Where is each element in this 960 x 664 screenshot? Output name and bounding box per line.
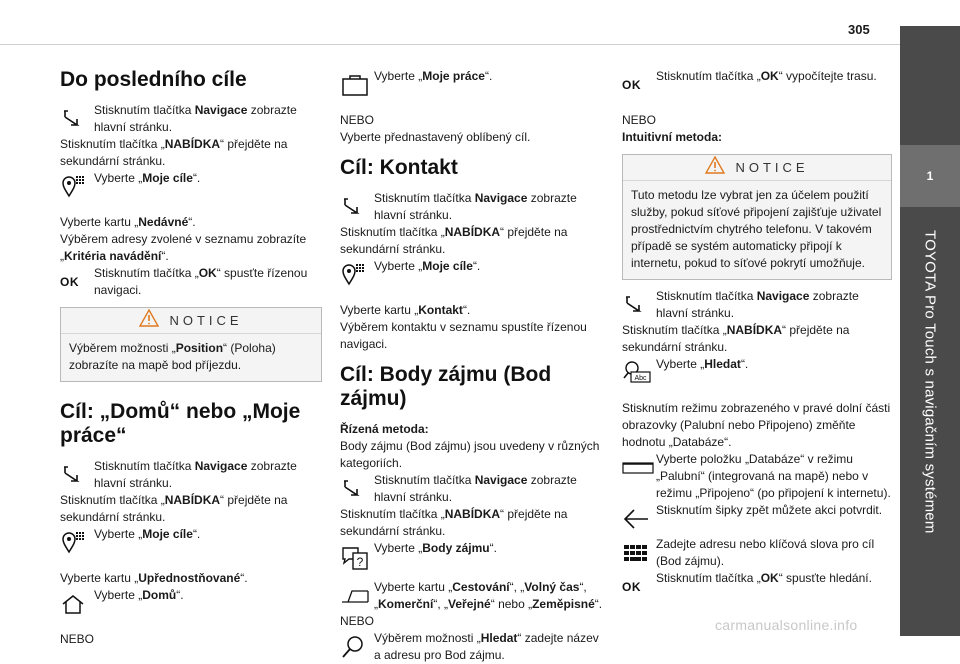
- heading-poi: Cíl: Body zájmu (Bod zájmu): [340, 363, 552, 410]
- chapter-title: TOYOTA Pro Touch s navigačním systémem: [921, 230, 939, 534]
- paragraph: Výběrem kontaktu v seznamu spustíte řízenou navigaci.: [340, 320, 587, 351]
- warning-triangle-icon: [705, 156, 725, 179]
- paragraph: Vyberte kartu „Upřednostňované“.: [60, 571, 248, 585]
- notice-title: NOTICE: [735, 160, 809, 175]
- paragraph: Stisknutím tlačítka „NABÍDKA“ přejděte na sekundární stránku.: [340, 507, 568, 538]
- paragraph: Stisknutím tlačítka „NABÍDKA“ přejděte na sekundární stránku.: [622, 323, 850, 354]
- paragraph-or: NEBO: [622, 113, 657, 127]
- paragraph: Body zájmu (Bod zájmu) jsou uvedeny v různých kategoriích.: [340, 439, 600, 470]
- step-navigation: [60, 102, 322, 136]
- column-right: [622, 68, 892, 604]
- heading-contact: Cíl: Kontakt: [340, 156, 458, 179]
- step-categories: Vyberte kartu „Cestování“, „Volný čas“, „Komerční“, „Veřejné“ nebo „Zeměpisné“.: [340, 579, 605, 613]
- step-ok: OK Stisknutím tlačítka „OK“ vypočítejte trasu.: [622, 68, 892, 102]
- paragraph: Výběrem adresy zvolené v seznamu zobrazíte „Kritéria navádění“.: [60, 232, 307, 263]
- paragraph: Vyberte kartu „Nedávné“.: [60, 215, 196, 229]
- step-text: Stisknutím tlačítka Navigace zobrazte hlavní stránku.: [94, 103, 297, 134]
- step-navigation: Stisknutím tlačítka Navigace zobrazte hlavní stránku.: [340, 472, 605, 506]
- step-navigation: Stisknutím tlačítka Navigace zobrazte hlavní stránku.: [60, 458, 322, 492]
- paragraph-method: Řízená metoda:: [340, 422, 429, 436]
- page-number: 305: [848, 22, 870, 37]
- step-points-of-interest: ? Vyberte „Body zájmu“.: [340, 540, 605, 574]
- step-navigation: Stisknutím tlačítka Navigace zobrazte hlavní stránku.: [340, 190, 605, 224]
- header-divider: [0, 44, 900, 45]
- notice-title: NOTICE: [169, 313, 243, 328]
- paragraph-method: Intuitivní metoda:: [622, 130, 722, 144]
- ok-button-icon: OK: [622, 77, 641, 92]
- paragraph: Stisknutím tlačítka „NABÍDKA“ přejděte na sekundární stránku.: [340, 225, 568, 256]
- notice-box: [622, 154, 892, 280]
- warning-triangle-icon: [139, 309, 159, 332]
- step-my-work: Vyberte „Moje práce“.: [340, 68, 605, 102]
- svg-text:Abc: Abc: [634, 375, 647, 382]
- paragraph: Stisknutím režimu zobrazeného v pravé dolní části obrazovky (Palubní nebo Připojeno) změňte hodnotu „Databáze“.: [622, 401, 891, 449]
- step-keyboard: Zadejte adresu nebo klíčová slova pro cíl (Bod zájmu).: [622, 536, 892, 570]
- heading-home-work: Cíl: „Domů“ nebo „Moje práce“: [60, 400, 301, 447]
- column-middle: [340, 68, 605, 664]
- step-ok: OK Stisknutím tlačítka „OK“ spusťte hledání.: [622, 570, 892, 604]
- watermark: carmanualsonline.info: [715, 617, 858, 633]
- briefcase-icon: [340, 68, 374, 102]
- notice-text: Výběrem možnosti „Position“ (Poloha) zobrazíte na mapě bod příjezdu.: [69, 341, 276, 372]
- tab-shape-icon: [340, 579, 374, 613]
- menu-pin-grid-icon: [60, 170, 94, 204]
- step-back: Stisknutím šipky zpět můžete akci potvrdit.: [622, 502, 892, 536]
- notice-header: [623, 155, 891, 181]
- paragraph: Vyberte kartu „Kontakt“.: [340, 303, 471, 317]
- search-icon: [340, 630, 374, 664]
- back-arrow-icon: [622, 502, 656, 536]
- heading-last-destination: Do posledního cíle: [60, 68, 247, 91]
- step-my-destinations: Vyberte „Moje cíle“.: [60, 526, 322, 560]
- ok-button-icon: OK: [622, 579, 641, 594]
- navigation-arrow-icon: [340, 472, 374, 506]
- navigation-arrow-icon: [60, 458, 94, 492]
- step-home: Vyberte „Domů“.: [60, 587, 322, 621]
- paragraph-or: NEBO: [340, 614, 375, 628]
- step-search: Abc Vyberte „Hledat“.: [622, 356, 892, 390]
- chapter-number-tab[interactable]: 1: [900, 145, 960, 207]
- poi-question-icon: [340, 540, 374, 574]
- step-ok: OK Stisknutím tlačítka „OK“ spusťte řízenou navigaci.: [60, 266, 308, 297]
- navigation-arrow-icon: [340, 190, 374, 224]
- step-navigation: Stisknutím tlačítka Navigace zobrazte hlavní stránku.: [622, 288, 892, 322]
- ok-button-icon: OK: [60, 274, 79, 289]
- menu-pin-grid-icon: [60, 526, 94, 560]
- navigation-arrow-icon: [622, 288, 656, 322]
- search-text-icon: [622, 356, 656, 390]
- chapter-sidebar: [900, 0, 960, 640]
- notice-box: [60, 307, 322, 382]
- menu-pin-grid-icon: [340, 258, 374, 292]
- paragraph: Stisknutím tlačítka „NABÍDKA“ přejděte na sekundární stránku.: [60, 493, 288, 524]
- keyboard-icon: [622, 536, 656, 570]
- notice-header: [61, 308, 321, 334]
- navigation-arrow-icon: [60, 102, 94, 136]
- step-search: Výběrem možnosti „Hledat“ zadejte název a adresu pro Bod zájmu.: [340, 630, 605, 664]
- paragraph: Vyberte přednastavený oblíbený cíl.: [340, 130, 531, 144]
- home-icon: [60, 587, 94, 621]
- svg-text:?: ?: [356, 555, 364, 569]
- paragraph: Stisknutím tlačítka „NABÍDKA“ přejděte na sekundární stránku.: [60, 137, 288, 168]
- step-my-destinations: Vyberte „Moje cíle“.: [60, 170, 322, 204]
- paragraph-or: NEBO: [340, 113, 375, 127]
- chapter-strip-top: [900, 0, 960, 26]
- step-database: Vyberte položku „Databáze“ v režimu „Palubní“ (integrovaná na mapě) nebo v režimu „Připojeno“ (po připojení k internetu).: [622, 451, 892, 502]
- notice-text: Tuto metodu lze vybrat jen za účelem použití služby, pokud síťové připojení zajišťuje uživatel prostřednictvím chytrého telefonu. V takovém případě se systém automaticky připojí k internetu, pokud to síťové pokrytí umožňuje.: [631, 188, 882, 270]
- step-my-destinations: Vyberte „Moje cíle“.: [340, 258, 605, 292]
- paragraph-or: NEBO: [60, 632, 95, 646]
- column-left: [60, 68, 322, 648]
- dropdown-field-icon: [622, 451, 656, 485]
